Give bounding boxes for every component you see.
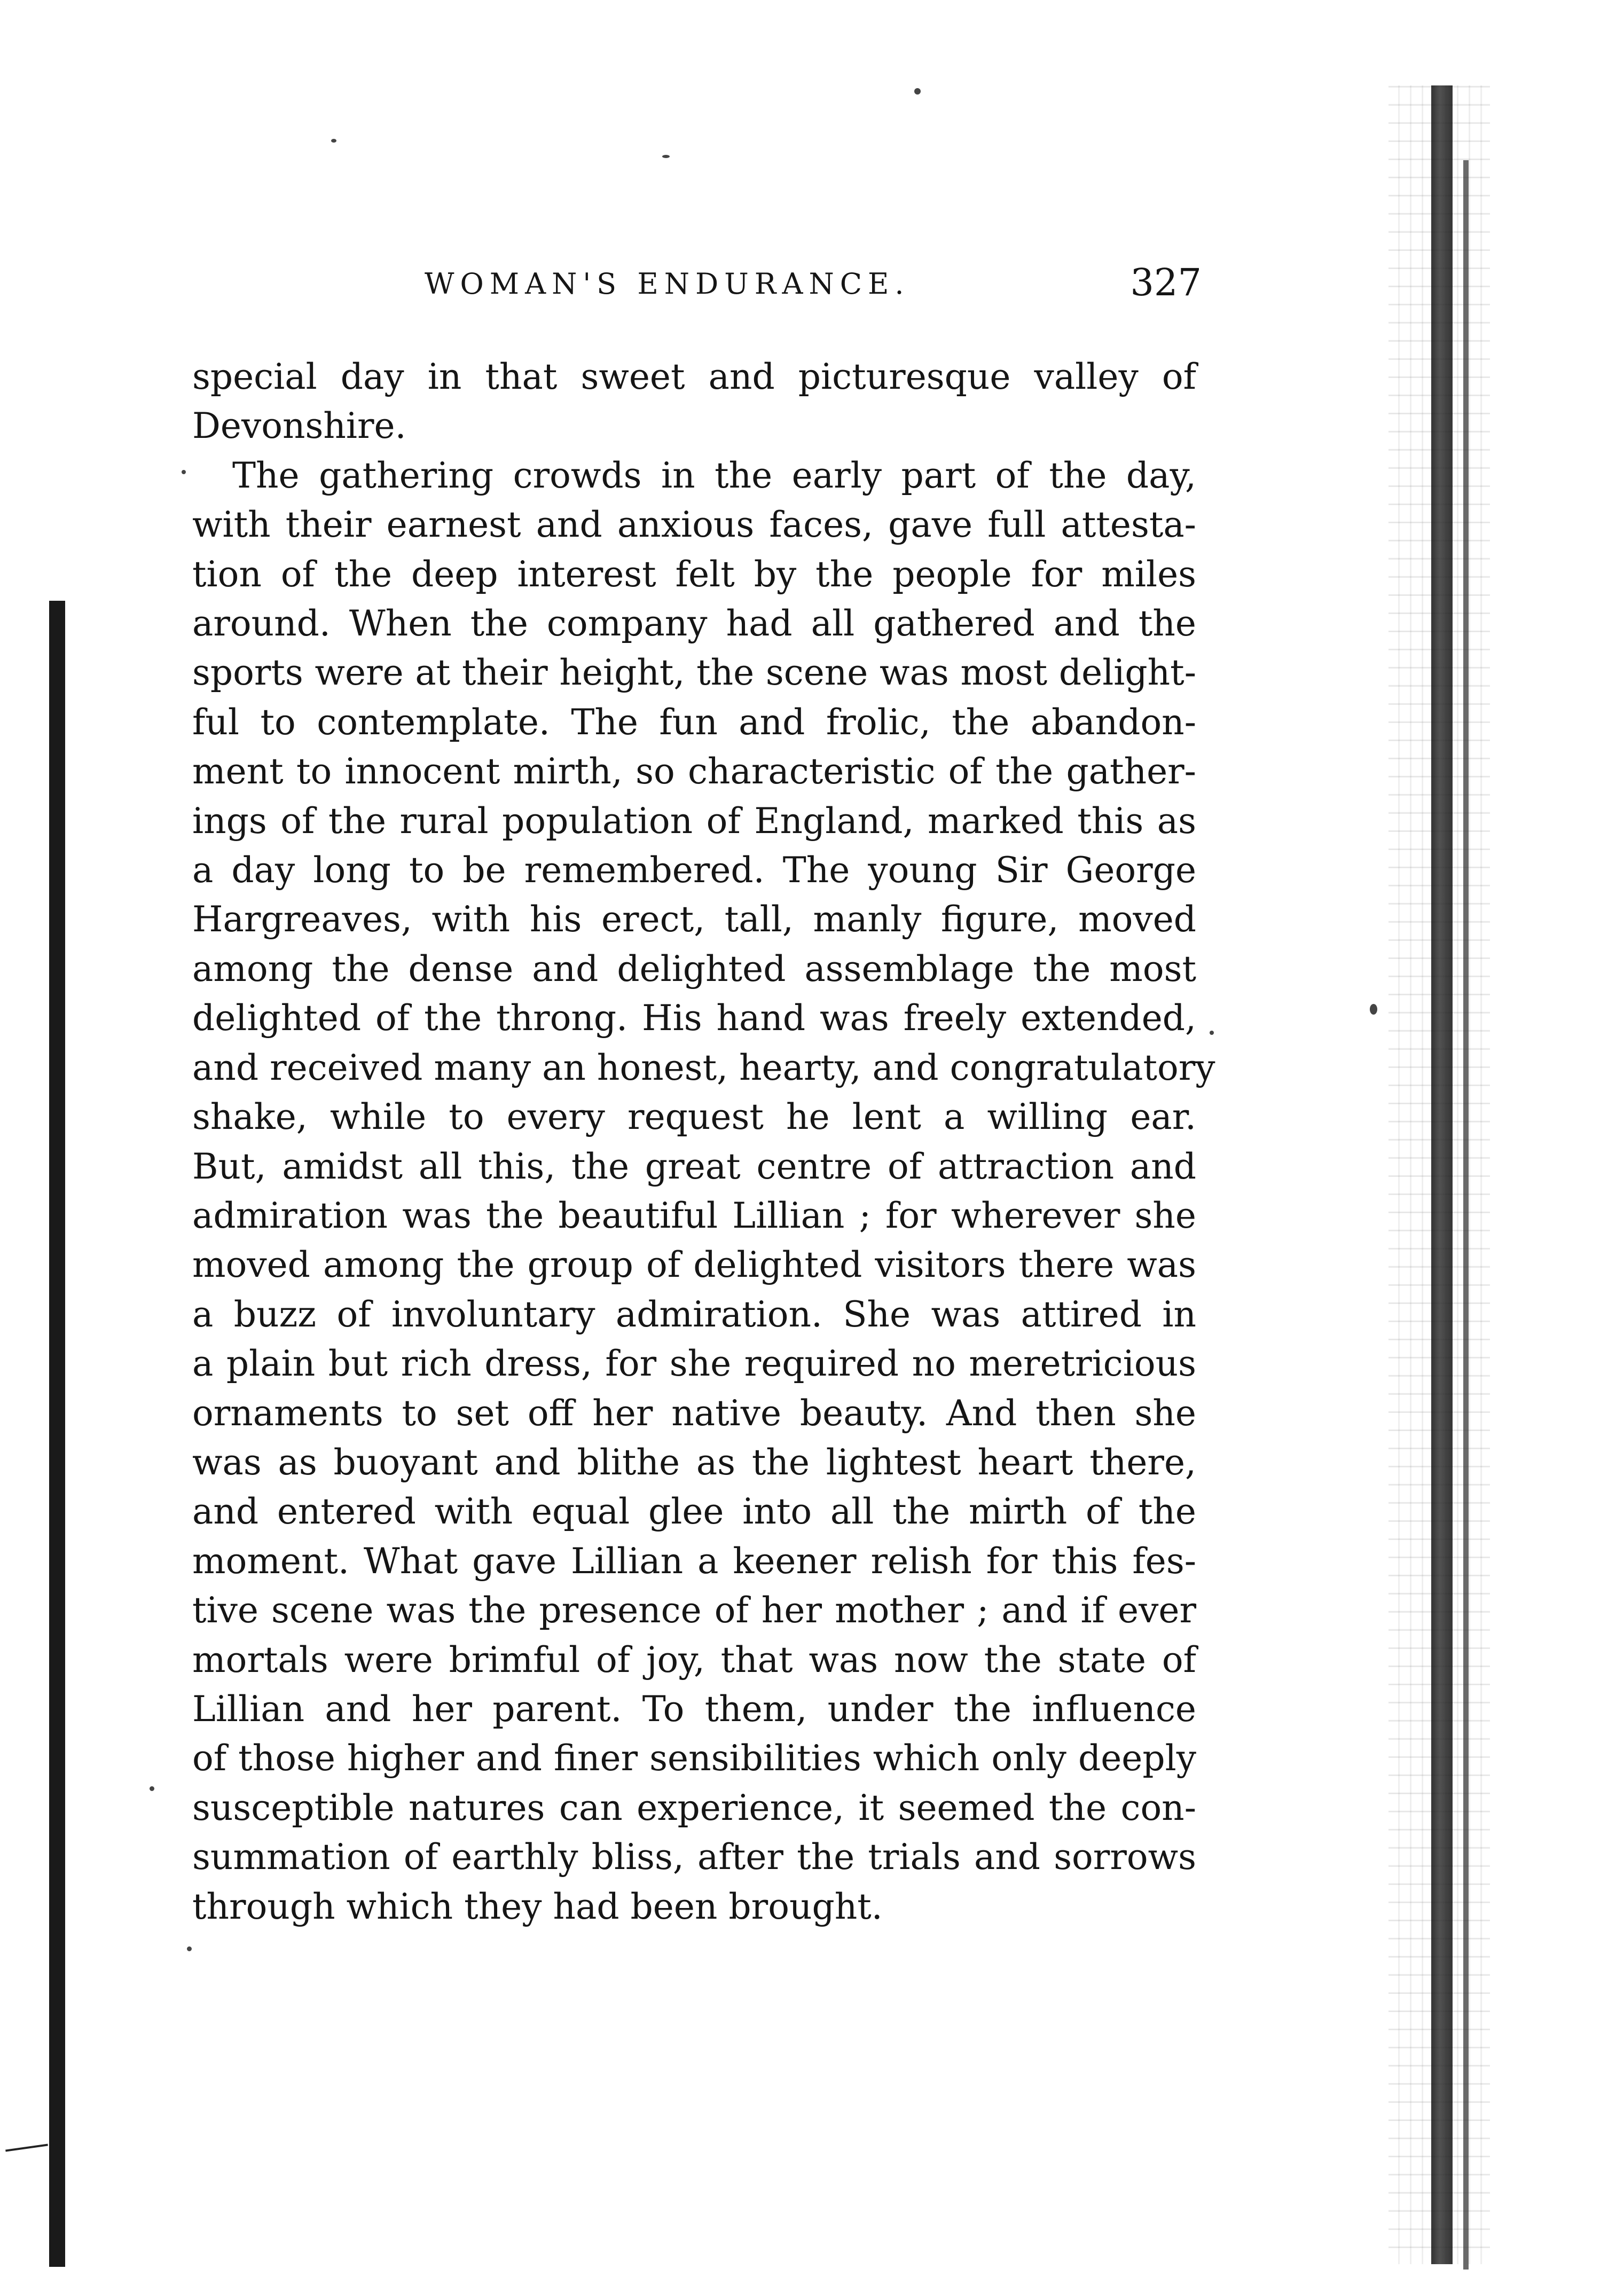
text-line: special day in that sweet and picturesque valley of [192, 356, 1196, 397]
text-line: sports were at their height, the scene was most delight- [192, 652, 1196, 694]
text-line: ornaments to set off her native beauty. And then she [192, 1392, 1196, 1434]
text-line: delighted of the throng. His hand was freely extended, [192, 998, 1196, 1039]
body-text [192, 352, 1215, 1931]
text-line: and received many an honest, hearty, and congratulatory [192, 1047, 1215, 1088]
text-line: ment to innocent mirth, so characteristic of the gather- [192, 751, 1196, 792]
binding-spine [1431, 85, 1453, 2264]
text-line: a day long to be remembered. The young Sir George [192, 850, 1196, 891]
speck [182, 470, 186, 474]
text-line: Lillian and her parent. To them, under the influence [192, 1688, 1196, 1730]
text-line: The gathering crowds in the early part of the day, [232, 454, 1196, 496]
text-line: moment. What gave Lillian a keener relish for this fes- [192, 1540, 1196, 1582]
speck [662, 155, 670, 158]
text-line: among the dense and delighted assemblage the most [192, 948, 1196, 990]
speck [187, 1946, 192, 1951]
text-line: was as buoyant and blithe as the lightest heart there, [192, 1441, 1196, 1483]
text-line: tive scene was the presence of her mother ; and if ever [192, 1590, 1196, 1631]
left-edge-tick [5, 2143, 48, 2151]
text-line: with their earnest and anxious faces, gave full attesta- [192, 504, 1196, 546]
text-line: and entered with equal glee into all the mirth of the [192, 1491, 1196, 1533]
text-line: summation of earthly bliss, after the trials and sorrows [192, 1836, 1196, 1878]
text-line: Devonshire. [192, 405, 406, 447]
text-line: a buzz of involuntary admiration. She was attired in [192, 1293, 1196, 1335]
text-line: moved among the group of delighted visitors there was [192, 1244, 1196, 1286]
text-line: shake, while to every request he lent a willing ear. [192, 1096, 1196, 1138]
text-line: But, amidst all this, the great centre of attraction and [192, 1145, 1196, 1187]
page-number: 327 [1130, 261, 1202, 304]
text-line: admiration was the beautiful Lillian ; for wherever she [192, 1195, 1196, 1236]
text-line: a plain but rich dress, for she required no meretricious [192, 1343, 1196, 1385]
running-head [192, 261, 1207, 315]
text-line: of those higher and finer sensibilities which only deeply [192, 1738, 1196, 1779]
speck [331, 139, 336, 143]
text-line: Hargreaves, with his erect, tall, manly figure, moved [192, 899, 1196, 940]
text-line: mortals were brimful of joy, that was now the state of [192, 1639, 1196, 1681]
speck [1210, 1031, 1214, 1035]
binding-edge [1463, 160, 1469, 2270]
running-title: WOMAN'S ENDURANCE. [425, 267, 910, 301]
text-line: around. When the company had all gathered and the [192, 603, 1196, 645]
left-edge-bar [49, 601, 65, 2267]
text-line: tion of the deep interest felt by the people for miles [192, 553, 1196, 595]
speck [1370, 1004, 1377, 1015]
text-line: susceptible natures can experience, it seemed the con- [192, 1787, 1196, 1828]
text-line: through which they had been brought. [192, 1886, 883, 1927]
text-line: ful to contemplate. The fun and frolic, the abandon- [192, 701, 1196, 743]
speck [150, 1786, 154, 1791]
text-line: ings of the rural population of England, marked this as [192, 800, 1196, 842]
speck [914, 88, 921, 95]
